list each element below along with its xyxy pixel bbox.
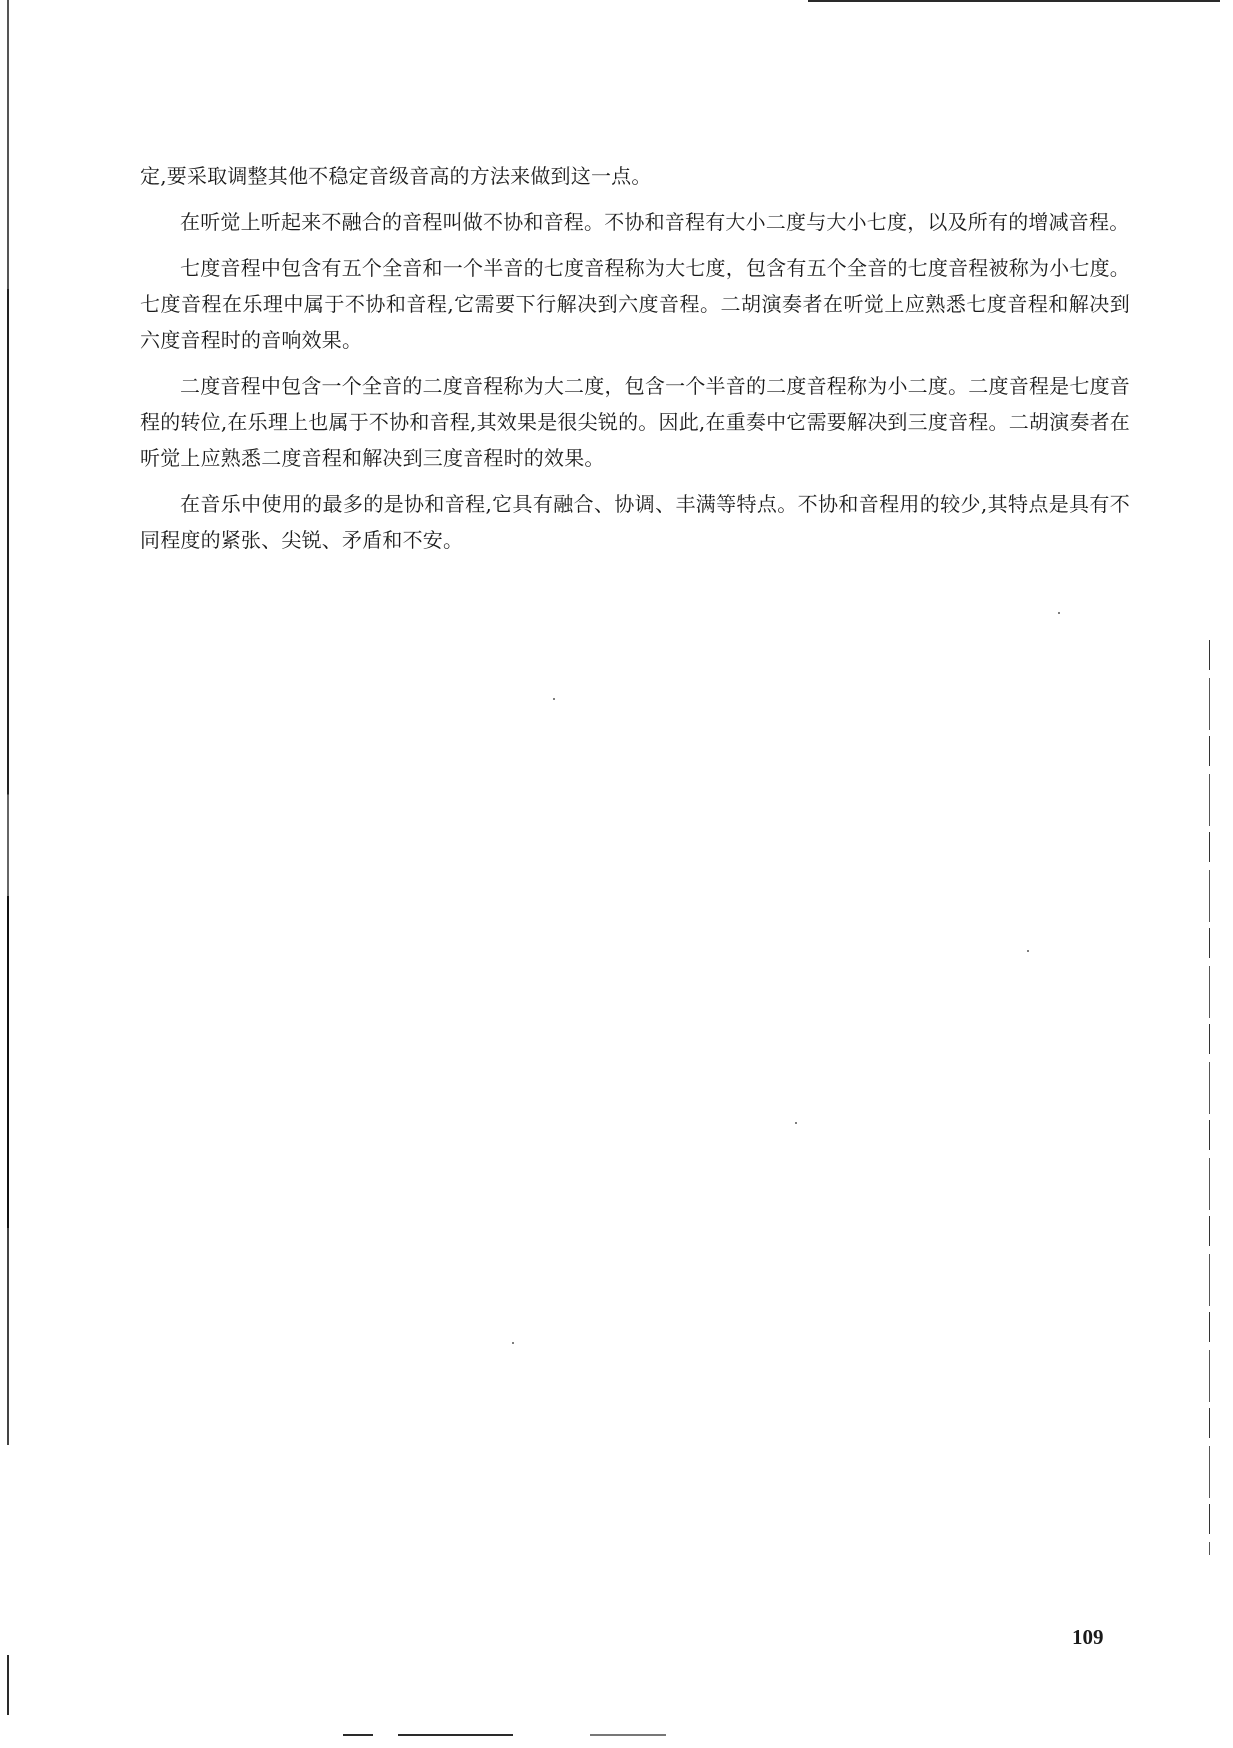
paragraph: 在听觉上听起来不融合的音程叫做不协和音程。不协和音程有大小二度与大小七度，以及所有的增减音程。: [180, 210, 1130, 234]
scan-speck: [795, 1122, 797, 1124]
paragraph: 在音乐中使用的最多的是协和音程,它具有融合、协调、丰满等特点。不协和音程用的较少,其特点是具有不同程度的紧张、尖锐、矛盾和不安。: [140, 492, 1130, 552]
scan-bottom-rule: [343, 1734, 373, 1736]
scan-speck: [1027, 950, 1029, 952]
scan-speck: [512, 1342, 514, 1344]
scan-speck: [1058, 612, 1060, 614]
scan-left-edge-mark: [7, 1655, 9, 1715]
scan-top-rule: [808, 0, 1220, 2]
page-number: 109: [1072, 1625, 1104, 1649]
page-body: [140, 158, 1130, 568]
scan-bottom-rule: [590, 1734, 666, 1736]
scan-right-edge-line: [1209, 640, 1210, 1555]
scan-bottom-rule: [398, 1734, 513, 1736]
paragraph-continuation: 定,要采取调整其他不稳定音级音高的方法来做到这一点。: [140, 164, 652, 188]
scan-left-edge-line: [7, 0, 9, 1445]
scan-speck: [553, 698, 555, 700]
paragraph: 七度音程中包含有五个全音和一个半音的七度音程称为大七度，包含有五个全音的七度音程被称为小七度。七度音程在乐理中属于不协和音程,它需要下行解决到六度音程。二胡演奏者在听觉上应熟悉七度音程和解决到六度音程时的音响效果。: [140, 256, 1130, 352]
paragraph: 二度音程中包含一个全音的二度音程称为大二度，包含一个半音的二度音程称为小二度。二度音程是七度音程的转位,在乐理上也属于不协和音程,其效果是很尖锐的。因此,在重奏中它需要解决到三度音程。二胡演奏者在听觉上应熟悉二度音程和解决到三度音程时的效果。: [140, 374, 1130, 470]
